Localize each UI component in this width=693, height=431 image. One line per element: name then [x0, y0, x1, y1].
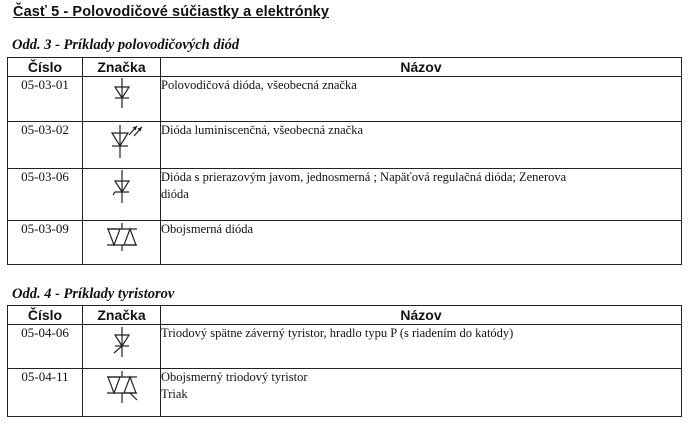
row-name-text: Dióda luminiscenčná, všeobecná značka	[161, 123, 363, 137]
part-title: Časť 5 - Polovodičové súčiastky a elektrónky	[13, 4, 329, 20]
row-number: 05-03-02	[8, 122, 83, 169]
row-name-line2: dióda	[161, 187, 189, 201]
table-header-row	[8, 306, 682, 325]
row-symbol	[83, 77, 161, 122]
row-name-text: Triodový spätne záverný tyristor, hradlo typu P (s riadením do katódy)	[161, 326, 514, 340]
row-number: 05-03-06	[8, 169, 83, 221]
row-symbol	[83, 221, 161, 265]
row-name	[161, 325, 682, 369]
row-symbol	[83, 122, 161, 169]
row-name-line2: Triak	[161, 387, 188, 401]
column-header-number: Číslo	[8, 306, 83, 325]
row-name-text: Dióda s prierazovým javom, jednosmerná ; Napäťová regulačná dióda; Zenerova	[161, 170, 567, 184]
column-header-number: Číslo	[8, 58, 83, 77]
bidirectional-diode-icon	[102, 221, 142, 253]
row-name-text: Obojsmerná dióda	[161, 222, 253, 236]
table-row	[8, 169, 682, 221]
column-header-name: Názov	[161, 306, 682, 325]
semiconductor-diode-icon	[107, 77, 137, 109]
row-number: 05-03-09	[8, 221, 83, 265]
thyristor-icon	[107, 325, 137, 359]
zener-diode-icon	[107, 169, 137, 205]
table-row	[8, 325, 682, 369]
row-number: 05-04-11	[8, 369, 83, 417]
row-number: 05-03-01	[8, 77, 83, 122]
thyristor-examples-table	[7, 305, 682, 417]
row-symbol	[83, 325, 161, 369]
light-emitting-diode-icon	[96, 122, 148, 160]
table-row	[8, 77, 682, 122]
row-name	[161, 122, 682, 169]
table-row	[8, 369, 682, 417]
section-title-diodes: Odd. 3 - Príklady polovodičových diód	[12, 37, 240, 53]
row-number: 05-04-06	[8, 325, 83, 369]
row-name-text: Polovodičová dióda, všeobecná značka	[161, 78, 357, 92]
table-row	[8, 221, 682, 265]
section-title-thyristors: Odd. 4 - Príklady tyristorov	[12, 286, 175, 302]
row-symbol	[83, 369, 161, 417]
row-name	[161, 169, 682, 221]
table-row	[8, 122, 682, 169]
column-header-name: Názov	[161, 58, 682, 77]
diode-examples-table	[7, 57, 682, 265]
row-name	[161, 221, 682, 265]
row-symbol	[83, 169, 161, 221]
triac-icon	[102, 369, 142, 405]
column-header-symbol: Značka	[83, 58, 161, 77]
row-name	[161, 77, 682, 122]
row-name	[161, 369, 682, 417]
row-name-text: Obojsmerný triodový tyristor	[161, 370, 308, 384]
table-header-row	[8, 58, 682, 77]
column-header-symbol: Značka	[83, 306, 161, 325]
